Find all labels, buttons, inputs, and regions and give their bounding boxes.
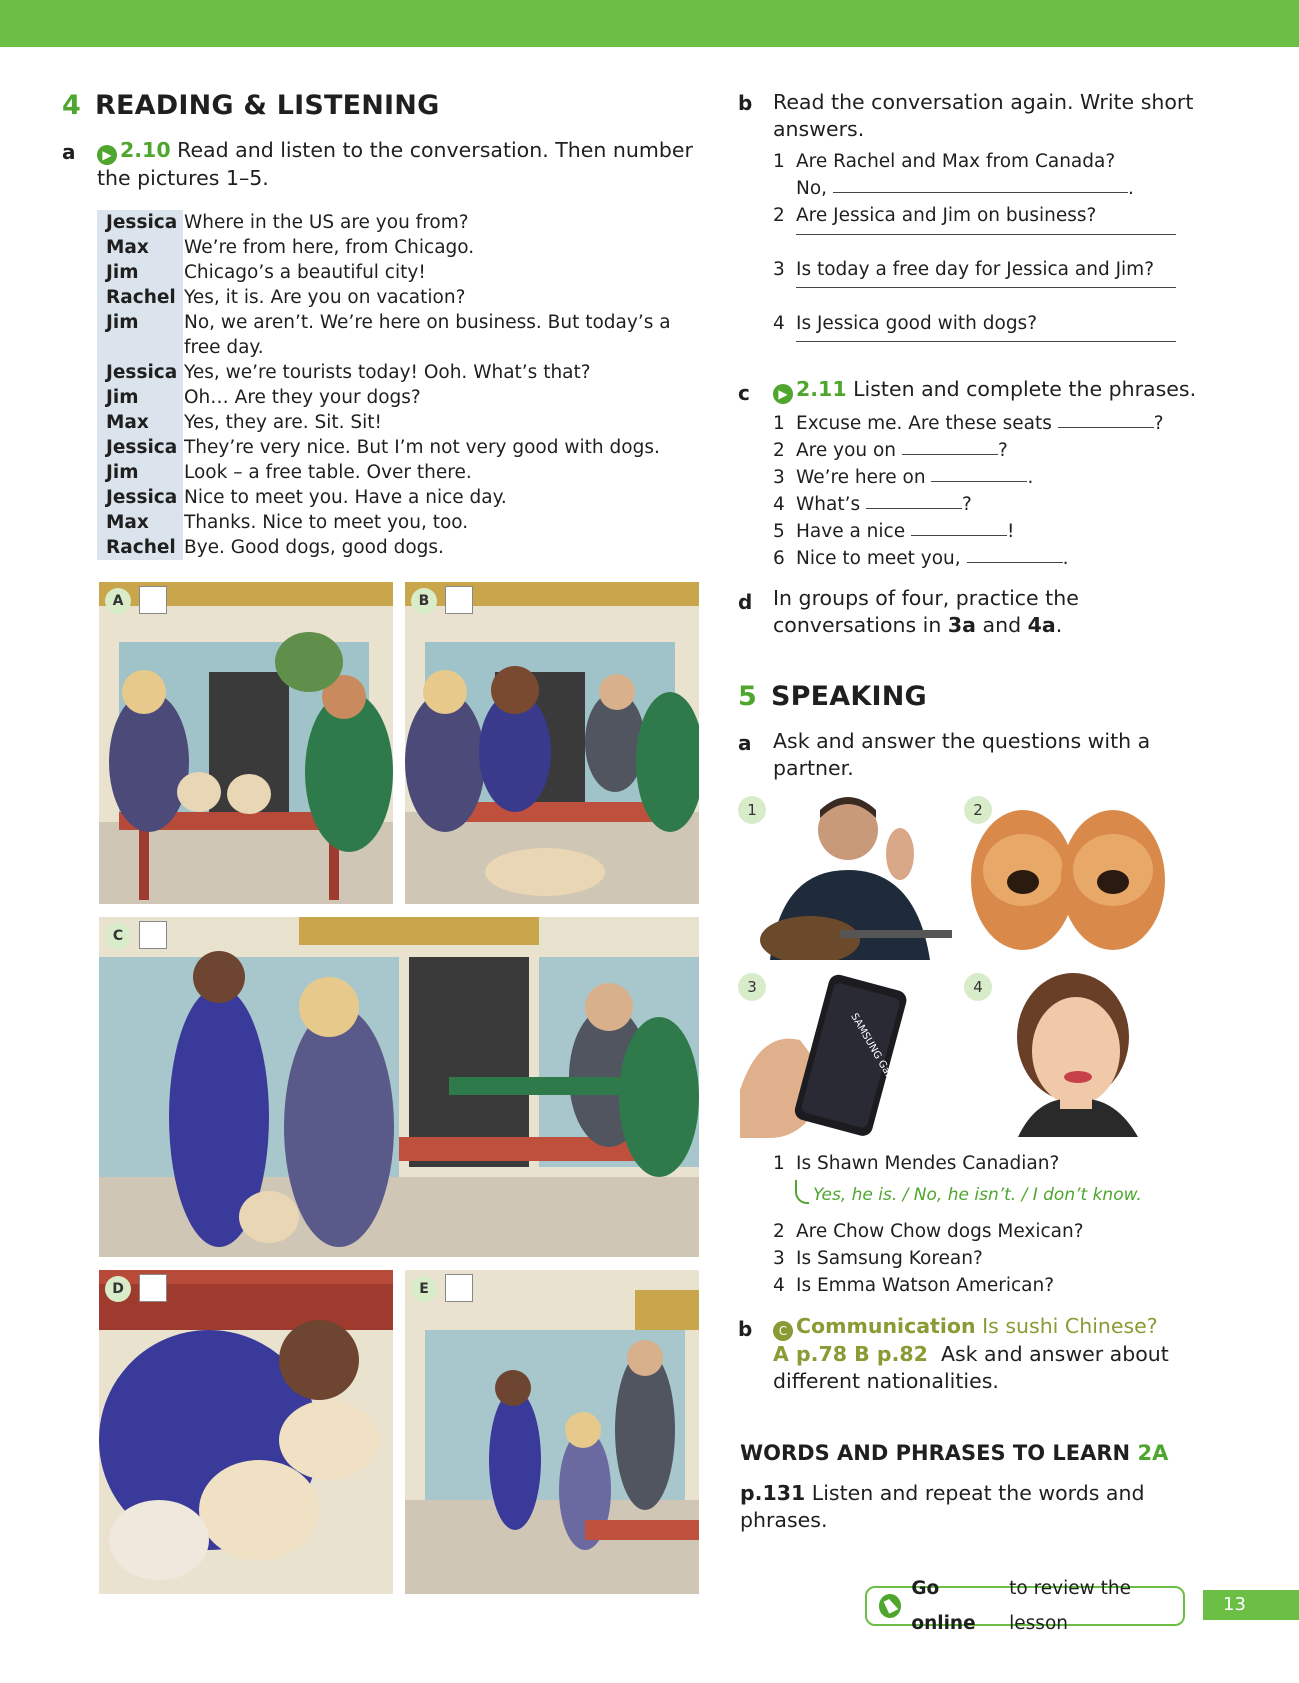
section-4-heading [62,90,439,121]
question-item: 4 Is Jessica good with dogs? [773,313,1038,334]
speaking-questions [773,1150,1059,1177]
instruction-4c [773,376,1213,404]
speech-text: Nice to meet you. Have a nice day. [184,487,507,508]
picture-c [99,917,699,1257]
answer-line[interactable] [796,341,1176,342]
phrase-item: 3 We’re here on . [773,464,1164,491]
photo-label: 4 [964,973,992,1001]
audio-track-number: 2.10 [120,138,171,162]
speaker-name: Rachel [97,535,183,560]
dialogue-line [97,210,697,235]
dialogue-line [97,260,697,285]
speaker-name: Jim [97,310,183,335]
instruction-4b [773,89,1213,143]
speaker-name: Jim [97,460,183,485]
speech-text: We’re from here, from Chicago. [184,237,475,258]
instruction-text: Listen and complete the phrases. [853,377,1197,401]
speaker-name: Max [97,510,183,535]
question-item: 2 Are Jessica and Jim on business? [773,205,1097,226]
photo-label: 2 [964,796,992,824]
section-title: READING & LISTENING [95,90,440,121]
audio-icon[interactable]: ▶ [97,145,117,165]
answer-box[interactable] [139,921,167,949]
fill-blank[interactable] [866,491,962,509]
speaker-name: Jim [97,385,183,410]
go-online-label: Go online [911,1578,976,1634]
instruction-line-1: Read and listen to the conversation. Then number [177,138,693,162]
dialogue-line [97,235,697,260]
communication-label: Communication [796,1314,976,1338]
dialogue-line [97,435,697,460]
instruction-line-2: the pictures 1–5. [97,166,269,190]
instruction-4a [97,137,697,192]
speech-text: free day. [184,337,264,358]
speech-text: Thanks. Nice to meet you, too. [184,512,469,533]
photo-actress [998,965,1158,1137]
illustration-cafe-dogs [99,582,393,904]
phrase-item: 5 Have a nice ! [773,518,1164,545]
instruction-line-2: answers. [773,117,865,141]
speech-text: Yes, they are. Sit. Sit! [184,412,382,433]
picture-a [99,582,393,904]
instruction-5b: C Communication Is sushi Chinese? A p.78 B p.82 Ask and answer about different nationalities. [773,1314,1169,1393]
picture-label: B [411,588,437,614]
words-phrases-heading: WORDS AND PHRASES TO LEARN 2A [740,1441,1169,1465]
question-item: 1 Is Shawn Mendes Canadian? [773,1153,1060,1174]
illustration-cafe-conversation [405,582,699,904]
speaker-name: Rachel [97,285,183,310]
speaker-name [97,335,183,360]
communication-icon: C [773,1321,793,1341]
answer-line[interactable]: No, . [773,175,1134,202]
communication-question: Is sushi Chinese? [982,1314,1158,1338]
picture-label: C [105,923,131,949]
exercise-letter-c: c [738,381,750,405]
photo-hand-holding-phone [740,970,952,1138]
dialogue-line [97,285,697,310]
photo-man-with-guitar [740,790,952,960]
speech-text: Bye. Good dogs, good dogs. [184,537,444,558]
dialogue-line [97,510,697,535]
picture-b [405,582,699,904]
fill-blank[interactable] [911,518,1007,536]
speaker-name: Jessica [97,210,183,235]
dialogue-line [97,385,697,410]
conversation-box [97,210,697,560]
answer-box[interactable] [445,1274,473,1302]
question-item: 3 Is today a free day for Jessica and Jim? [773,259,1155,280]
phone-screen-text: SAMSUNG Galaxy A7 [848,1011,911,1109]
section-5-heading [738,681,927,712]
reference-3a: 3a [947,613,977,637]
question-item: 2 Are Chow Chow dogs Mexican? [773,1221,1084,1242]
speech-text: Yes, we’re tourists today! Ooh. What’s that? [184,362,591,383]
answer-box[interactable] [139,586,167,614]
speech-text: Oh… Are they your dogs? [184,387,421,408]
speech-text: No, we aren’t. We’re here on business. But today’s a [184,312,671,333]
fill-blank[interactable] [902,437,998,455]
cursor-icon [879,1594,901,1618]
dialogue-line [97,485,697,510]
dialogue-line [97,410,697,435]
section-number: 5 [738,681,757,712]
top-color-bar [0,0,1299,47]
fill-blank[interactable] [931,464,1027,482]
fill-blank[interactable] [967,545,1063,563]
photo-chow-chow-puppies [968,790,1168,960]
picture-label: E [411,1276,437,1302]
instruction-line-1: Read the conversation again. Write short [773,90,1194,114]
dialogue-line [97,360,697,385]
speech-text: Chicago’s a beautiful city! [184,262,426,283]
short-answer-questions [773,148,1134,229]
exercise-letter-b: b [738,91,753,115]
speaking-questions-cont [773,1218,1084,1299]
photo-label: 3 [738,973,766,1001]
audio-track-number: 2.11 [796,377,847,401]
photo-phone [740,970,952,1138]
question-item: 1 Are Rachel and Max from Canada? [773,151,1116,172]
photo-smiling-woman [998,965,1158,1137]
speech-text: Yes, it is. Are you on vacation? [184,287,466,308]
answer-box[interactable] [445,586,473,614]
picture-label: D [105,1276,131,1302]
fill-blank[interactable] [1058,410,1154,428]
page-number: 13 [1203,1590,1299,1620]
speaker-name: Jessica [97,435,183,460]
answer-line[interactable] [796,287,1176,288]
speech-text: Look – a free table. Over there. [184,462,472,483]
exercise-letter-d: d [738,590,753,614]
speech-text: They’re very nice. But I’m not very good with dogs. [184,437,660,458]
example-answer: Yes, he is. / No, he isn’t. / I don’t know. [795,1180,1142,1205]
page-reference[interactable]: A p.78 B p.82 [773,1342,928,1366]
phrase-item: 6 Nice to meet you, . [773,545,1164,572]
phrase-list [773,410,1164,572]
speaker-name: Max [97,410,183,435]
dialogue-line [97,535,697,560]
illustration-cafe-free-table [99,917,699,1257]
exercise-letter-b: b [738,1317,753,1341]
question-item: 4 Is Emma Watson American? [773,1275,1055,1296]
phrase-item: 1 Excuse me. Are these seats ? [773,410,1164,437]
photo-singer [740,790,952,960]
section-number: 4 [62,90,81,121]
instruction-5a: Ask and answer the questions with a partner. [773,729,1151,780]
picture-e [405,1270,699,1594]
reference-4a: 4a [1027,613,1056,637]
photo-label: 1 [738,796,766,824]
answer-bracket-icon [795,1180,809,1204]
instruction-4d: In groups of four, practice the conversations in 3a and 4a. [773,586,1079,637]
speech-text: Where in the US are you from? [184,212,469,233]
speaker-name: Jessica [97,360,183,385]
dialogue-line [97,460,697,485]
exercise-letter-a: a [738,731,752,755]
photo-dogs [968,790,1168,960]
answer-line[interactable] [796,234,1176,235]
dialogue-line [97,310,697,335]
go-online-button[interactable]: Go online to review the lesson [865,1586,1185,1626]
section-title: SPEAKING [771,681,927,712]
speaker-name: Jessica [97,485,183,510]
dialogue-line [97,335,697,360]
question-item: 3 Is Samsung Korean? [773,1248,983,1269]
speaker-name: Jim [97,260,183,285]
phrase-item: 2 Are you on ? [773,437,1164,464]
page-reference[interactable]: p.131 [740,1481,806,1505]
audio-icon[interactable]: ▶ [773,384,793,404]
answer-box[interactable] [139,1274,167,1302]
illustration-cafe-leaving [405,1270,699,1594]
picture-label: A [105,588,131,614]
picture-d [99,1270,393,1594]
exercise-letter-a: a [62,140,76,164]
speaker-name: Max [97,235,183,260]
unit-code: 2A [1137,1441,1169,1465]
phrase-item: 4 What’s ? [773,491,1164,518]
words-phrases-text: p.131 Listen and repeat the words and phrases. [740,1481,1145,1532]
illustration-woman-dogs [99,1270,393,1594]
